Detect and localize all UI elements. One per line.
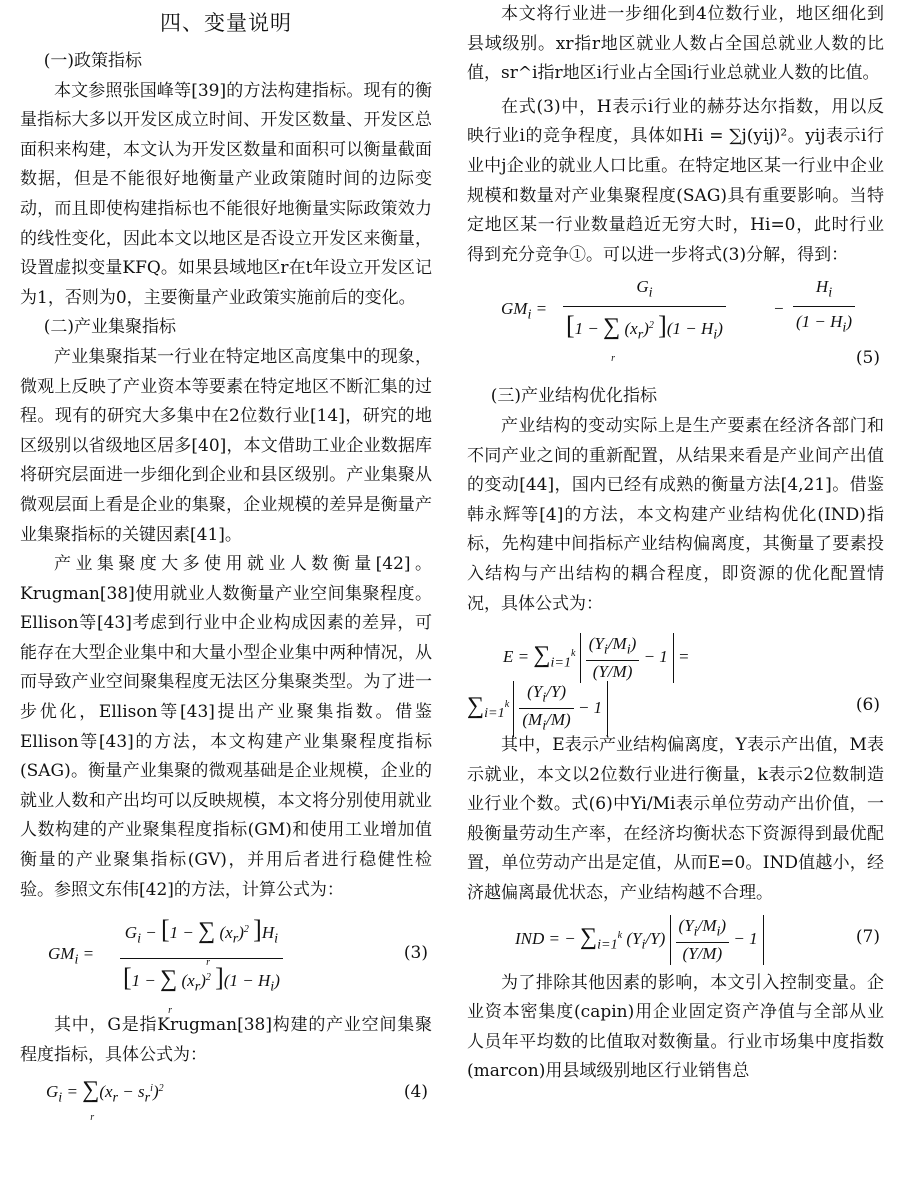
paragraph-controls: 为了排除其他因素的影响，本文引入控制变量。企业资本密集度(capin)用企业固定资产净值与全部从业人员年平均数的比值取对数衡量。行业市场集中度指数(marcon)用县域级别地区行业销售总 xyxy=(467,972,884,1082)
paragraph-krugman: 其中，G是指Krugman[38]构建的产业空间集聚程度指标，具体公式为： xyxy=(20,1015,432,1065)
equation-6-number: (6) xyxy=(855,695,880,716)
paragraph-agglomeration-1: 产业集聚指某一行业在特定地区高度集中的现象，微观上反映了产业资本等要素在特定地区不断汇集的过程。现有的研究大多集中在2位数行业[14]，研究的地区级别以省级地区居多[40]，本文借助工业企业数据库将研究层面进一步细化到企业和县区级别。产业集聚从微观层面上看是企业的集聚，企业规模的差异是衡量产业集聚指标的关键因素[41]。 xyxy=(20,346,432,545)
paragraph-policy: 本文参照张国峰等[39]的方法构建指标。现有的衡量指标大多以开发区成立时间、开发区数量、开发区总面积来构建，本文认为开发区数量和面积可以衡量截面数据，但是不能很好地衡量产业政策随时间的边际变动，而且即使构建指标也不能很好地衡量实际政策效力的线性变化，因此本文以地区是否设立开发区来衡量，设置虚拟变量KFQ。如果县域地区r在t年设立开发区记为1，否则为0，主要衡量产业政策实施前后的变化。 xyxy=(20,80,432,308)
equation-5: $GM_i$ = $G_i$ [1 − ∑ r $(x_r)^2$ ]$(1 - H_i)$ − $\frac{H_i}{(1 - H_i)}$ (5) xyxy=(467,274,884,378)
equation-4-number: (4) xyxy=(403,1082,428,1103)
equation-7-number: (7) xyxy=(855,926,880,947)
equation-6: $E = \sum_{i=1}^k$ $\frac{(Y_i/M_i)}{(Y/M)}$ − 1 = $\sum_{i=1}^k$ $\frac{(Y_i/Y)}{(M_i/M)}$ − 1 (6) xyxy=(467,619,884,731)
equation-7: IND = − $\sum_{i=1}^k$ $(Y_i/Y)$ $\frac{(Y_i/M_i)}{(Y/M)}$ − 1 (7) xyxy=(515,915,880,964)
equation-4: $G_i$ = ∑ r $(x_r - s_r^i)^2$ (4) xyxy=(46,1077,428,1124)
paragraph-structure: 产业结构的变动实际上是生产要素在经济各部门和不同产业之间的重新配置，从结果来看是产业间产出值的变动[44]，国内已经有成熟的衡量方法[4,21]。借鉴韩永辉等[4]的方法，本文构建产业结构优化(IND)指标，先构建中间指标产业结构偏离度，其衡量了要素投入结构与产出结构的耦合程度，即资源的优化配置情况，具体公式为： xyxy=(467,415,884,614)
left-column xyxy=(20,0,432,1124)
subsection-policy: (一)政策指标 xyxy=(43,51,143,71)
section-heading: 四、变量说明 xyxy=(160,11,292,35)
paragraph-agglomeration-2: 产业集聚度大多使用就业人数衡量[42]。Krugman[38]使用就业人数衡量产业空间集聚程度。Ellison等[43]考虑到行业中企业构成因素的差异，可能存在大型企业集中和大量小型企业集中两种情况，从而导致产业空间聚集程度无法区分集聚类型。为了进一步优化，Ellison等[43]提出产业聚集指数。借鉴Ellison等[43]的方法，本文构建产业集聚程度指标(SAG)。衡量产业集聚的微观基础是企业规模，企业的就业人数和产出均可以反映规模，本文将分别使用就业人数构建的产业聚集程度指标(GM)和使用工业增加值衡量的产业聚集指标(GV)，并用后者进行稳健性检验。参照文东伟[42]的方法，计算公式为： xyxy=(20,554,432,900)
equation-5-number: (5) xyxy=(855,348,880,369)
subsection-structure: (三)产业结构优化指标 xyxy=(490,386,658,407)
equation-3-number: (3) xyxy=(403,943,428,964)
right-column xyxy=(467,0,884,1087)
subsection-agglomeration: (二)产业集聚指标 xyxy=(43,317,177,338)
paragraph-definitions: 本文将行业进一步细化到4位数行业，地区细化到县域级别。xr指r地区就业人数占全国总就业人数的比值，sr^i指r地区i行业占全国i行业总就业人数的比值。 xyxy=(467,4,884,84)
paragraph-deviation: 其中，E表示产业结构偏离度，Y表示产出值，M表示就业，本文以2位数行业进行衡量，k表示2位数制造业行业个数。式(6)中Yi/Mi表示单位劳动产出价值，一般衡量劳动生产率，在经济均衡状态下资源得到最优配置，单位劳动产出是定值，从而E=0。IND值越小，经济越偏离最优状态，产业结构越不合理。 xyxy=(467,735,884,904)
paragraph-herfindahl: 在式(3)中，H表示i行业的赫芬达尔指数，用以反映行业i的竞争程度，具体如Hi = ∑j(yij)²。yij表示i行业中j企业的就业人口比重。在特定地区某一行业中企业规模和数量对产业集聚程度(SAG)具有重要影响。当特定地区某一行业数量趋近无穷大时，Hi=0，此时行业得到充分竞争①。可以进一步将式(3)分解，得到： xyxy=(467,96,884,265)
equation-3: $GM_i$ = $G_i - [1$ − ∑ r $(x_r)^2$ ]$H_i$ [1 − ∑ r $(x_r)^2$ ]$(1 - H_i)$ (3) xyxy=(48,915,428,1016)
